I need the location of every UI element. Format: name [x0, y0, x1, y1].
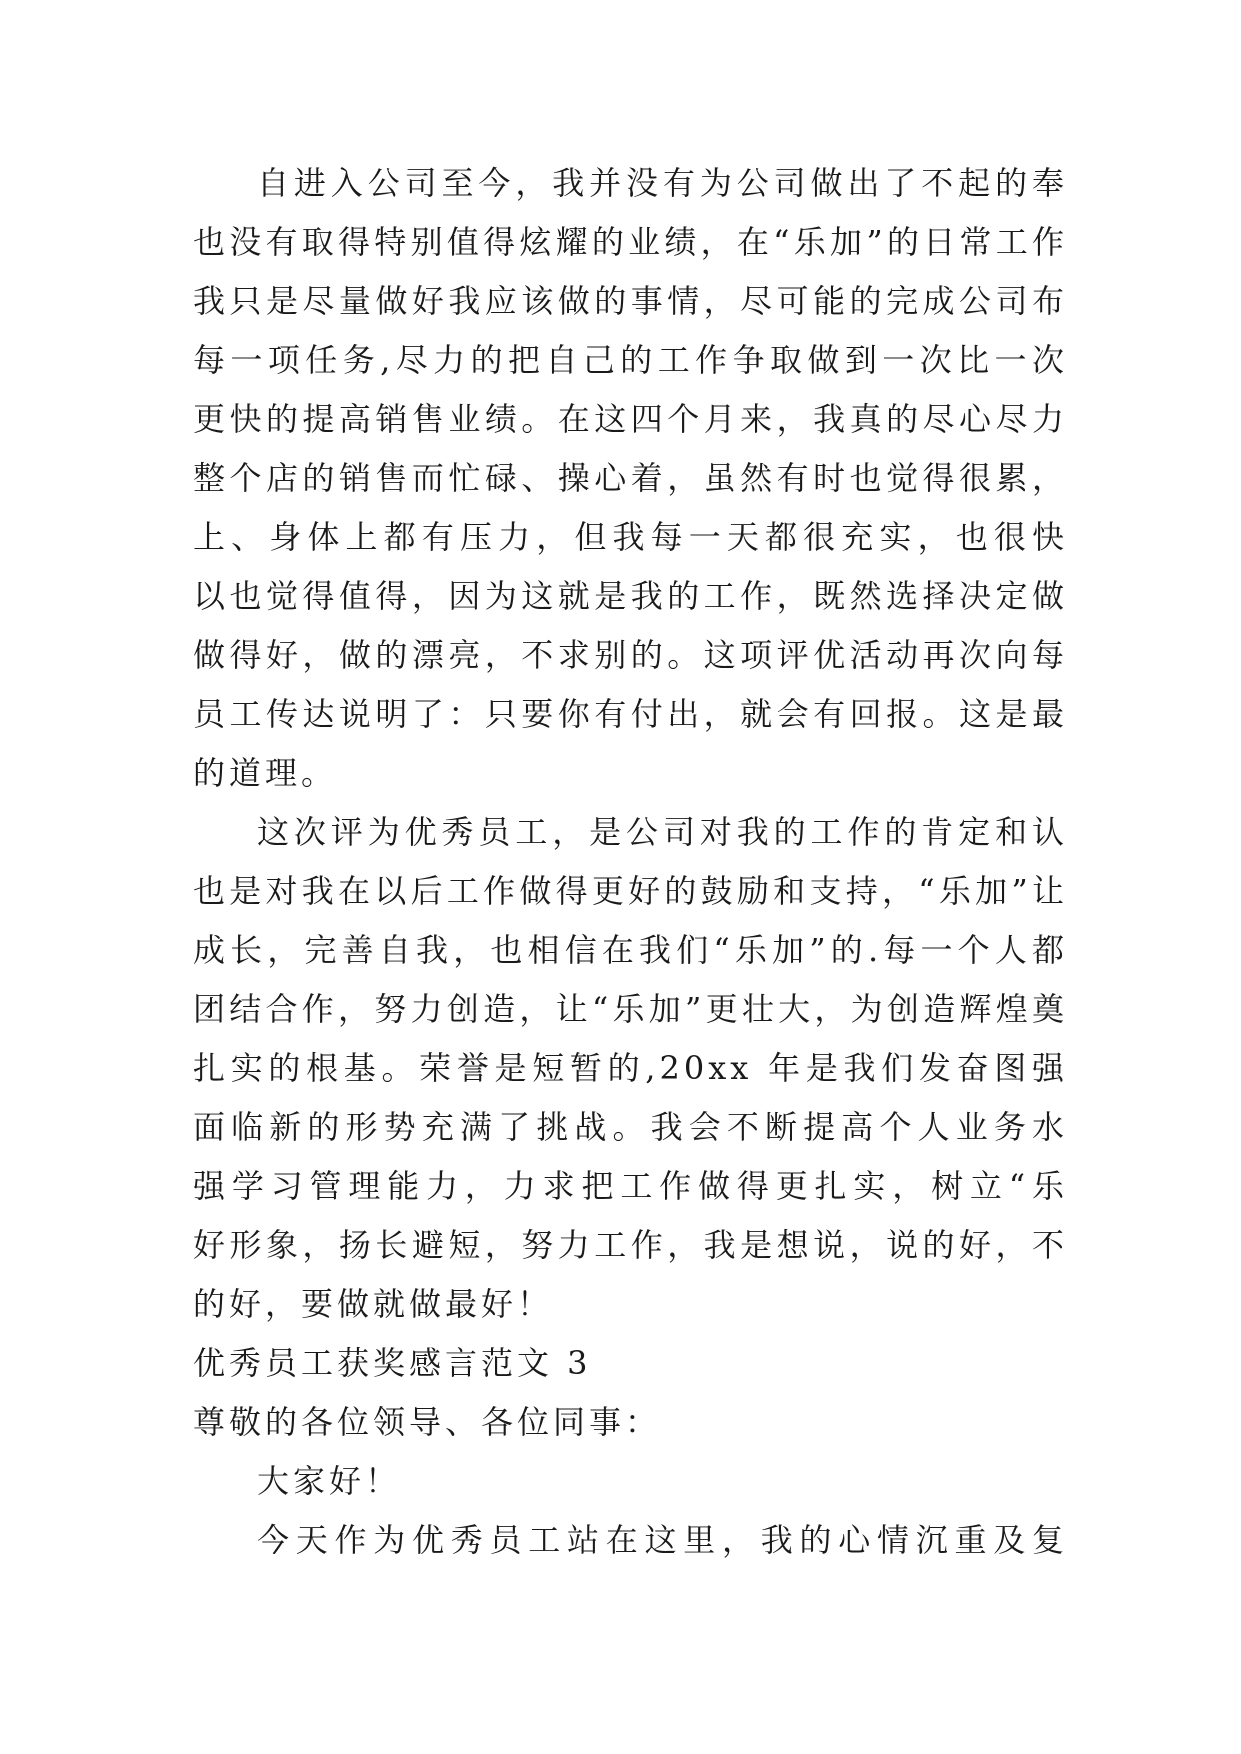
text-line: 员工传达说明了：只要你有付出，就会有回报。这是最 [193, 695, 1068, 733]
text-line: 我只是尽量做好我应该做的事情，尽可能的完成公司布 [193, 282, 1068, 320]
text-line: 强学习管理能力，力求把工作做得更扎实，树立“乐 [193, 1167, 1068, 1205]
text-line: 自进入公司至今，我并没有为公司做出了不起的奉 [257, 164, 1068, 202]
text-line: 面临新的形势充满了挑战。我会不断提高个人业务水 [193, 1108, 1068, 1146]
text-line: 团结合作，努力创造，让“乐加”更壮大，为创造辉煌奠 [193, 990, 1068, 1028]
text-line: 的道理。 [193, 754, 338, 792]
text-line: 这次评为优秀员工，是公司对我的工作的肯定和认 [257, 813, 1068, 851]
text-line: 上、身体上都有压力，但我每一天都很充实，也很快 [193, 518, 1068, 556]
text-line: 扎实的根基。荣誉是短暂的,20xx 年是我们发奋图强 [193, 1049, 1068, 1087]
text-line: 每一项任务,尽力的把自己的工作争取做到一次比一次 [193, 341, 1068, 379]
text-line: 更快的提高销售业绩。在这四个月来，我真的尽心尽力 [193, 400, 1068, 438]
text-line: 整个店的销售而忙碌、操心着，虽然有时也觉得很累， [193, 459, 1068, 497]
text-line: 做得好，做的漂亮，不求别的。这项评优活动再次向每 [193, 636, 1068, 674]
text-line: 成长，完善自我，也相信在我们“乐加”的.每一个人都 [193, 931, 1068, 969]
paragraph-2 [193, 803, 1068, 1334]
text-line: 的好，要做就做最好！ [193, 1285, 554, 1323]
section-heading: 优秀员工获奖感言范文 3 [193, 1344, 592, 1382]
text-line: 也是对我在以后工作做得更好的鼓励和支持，“乐加”让 [193, 872, 1068, 910]
paragraph-1 [193, 154, 1068, 803]
text-line: 好形象，扬长避短，努力工作，我是想说，说的好，不 [193, 1226, 1068, 1264]
greeting: 大家好！ [257, 1462, 402, 1500]
paragraph-3-line: 今天作为优秀员工站在这里，我的心情沉重及复 [257, 1521, 1068, 1559]
salutation: 尊敬的各位领导、各位同事： [193, 1403, 662, 1441]
text-line: 也没有取得特别值得炫耀的业绩，在“乐加”的日常工作 [193, 223, 1068, 261]
text-line: 以也觉得值得，因为这就是我的工作，既然选择决定做 [193, 577, 1068, 615]
document-body [193, 154, 1068, 1570]
